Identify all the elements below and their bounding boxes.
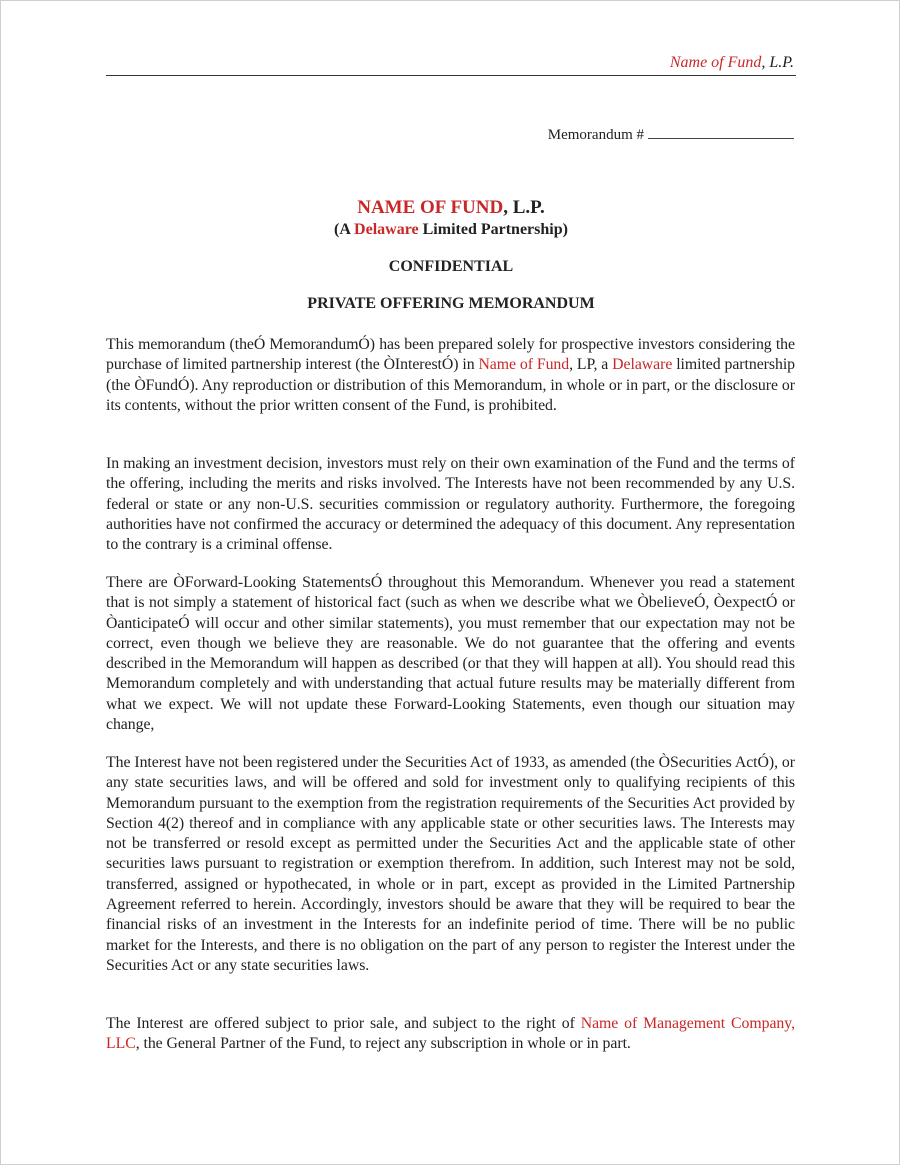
document-subtitle	[106, 221, 796, 239]
p1-state: Delaware	[612, 356, 673, 374]
p1-text-b: , LP, a	[569, 356, 613, 374]
document-title	[106, 197, 796, 219]
p1-text-a: This memorandum (theÓ MemorandumÓ) has been prepared solely for prospective investors considering the purchase of limited partnership interest (the ÒInterestÓ) in	[106, 336, 795, 374]
paragraph-purpose	[106, 335, 795, 416]
subtitle-close: Limited Partnership)	[418, 221, 568, 238]
memorandum-type-heading: PRIVATE OFFERING MEMORANDUM	[307, 295, 595, 312]
memorandum-number-label: Memorandum #	[547, 127, 644, 143]
memorandum-number-blank	[648, 124, 794, 139]
paragraph-prior-sale	[106, 1014, 795, 1055]
title-fund-suffix: , L.P.	[503, 197, 545, 218]
subtitle-open: (A	[334, 221, 355, 238]
p5-text-b: , the General Partner of the Fund, to reject any subscription in whole or in part.	[135, 1035, 631, 1053]
header-rule	[106, 75, 796, 76]
paragraph-investment-decision: In making an investment decision, investors must rely on their own examination of the Fund and the terms of the offering, including the merits and risks involved. The Interests have not been recommended by any U.S. federal or state or any non-U.S. securities commission or regulatory authority. Furthermore, the foregoing authorities have not confirmed the accuracy or determined the adequacy of this document. Any representation to the contrary is a criminal offense.	[106, 455, 795, 554]
subtitle-state: Delaware	[354, 221, 419, 238]
p1-text-c: limited partnership (the ÒFundÓ). Any reproduction or distribution of this Memorandum, in whole or in part, or the disclosure or its contents, without the prior written consent of the Fund, is prohibited.	[106, 356, 796, 414]
paragraph-securities-act: The Interest have not been registered under the Securities Act of 1933, as amended (the ÒSecurities ActÓ), or any state securities laws, and will be offered and sold for investment only to qualifying recipients of this Memorandum pursuant to the exemption from the registration requirements of the Securities Act provided by Section 4(2) thereof and in compliance with any applicable state or other securities laws. The Interests may not be transferred or resold except as permitted under the Securities Act and the applicable state of other securities laws pursuant to registration or exemption therefrom. In addition, such Interest may not be sold, transferred, assigned or hypothecated, in whole or in part, except as provided in the Limited Partnership Agreement referred to herein. Accordingly, investors should be aware that they will be required to bear the financial risks of an investment in the Interests for an indefinite period of time. There will be no public market for the Interests, and there is no obligation on the part of any person to register the Interest under the Securities Act or any state securities laws.	[106, 754, 795, 974]
header-fund-name: Name of Fund	[669, 54, 762, 71]
running-header	[600, 54, 794, 72]
header-suffix: , L.P.	[761, 54, 794, 71]
p5-text-a: The Interest are offered subject to prior sale, and subject to the right of	[106, 1015, 581, 1032]
p5-company-name: Name of Management Company, LLC	[106, 1015, 795, 1053]
p1-fund-name: Name of Fund	[478, 356, 570, 374]
title-fund-name: NAME OF FUND	[357, 197, 504, 218]
memorandum-number-line	[400, 124, 794, 144]
paragraph-forward-looking: There are ÒForward-Looking StatementsÓ throughout this Memorandum. Whenever you read a statement that is not simply a statement of historical fact (such as when we describe what we ÒbelieveÓ, ÒexpectÓ or ÒanticipateÓ will occur and other similar statements), you must remember that our expectation may not be correct, even though we believe they are reasonable. We do not guarantee that the offering and events described in the Memorandum will happen as described (or that they will happen at all). You should read this Memorandum completely and with understanding that actual future results may be materially different from what we expect. We will not update these Forward-Looking Statements, even though our situation may change,	[106, 574, 795, 734]
confidential-heading: CONFIDENTIAL	[388, 258, 514, 275]
